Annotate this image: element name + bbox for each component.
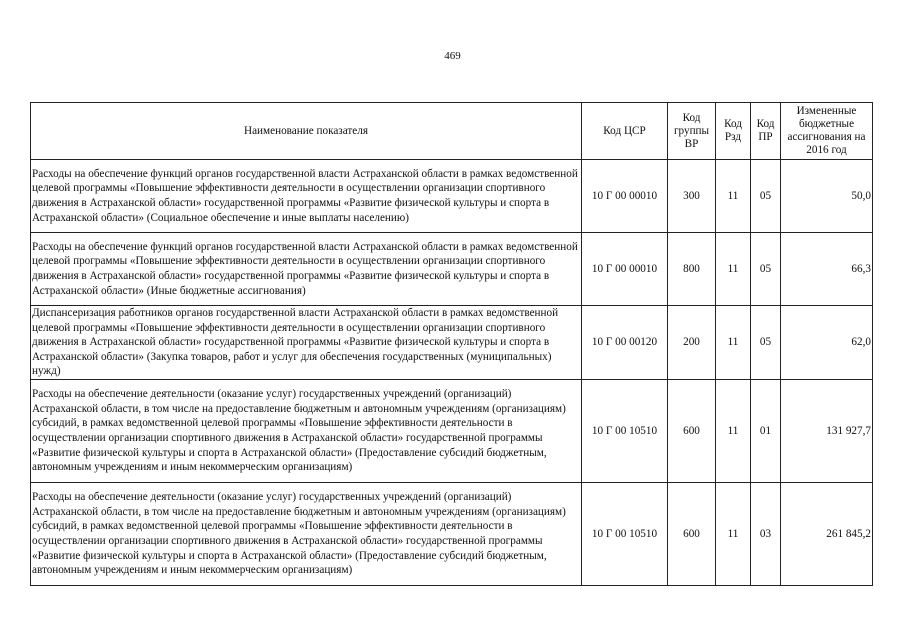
row-name: Расходы на обеспечение функций органов государственной власти Астраханской области в рамках ведомственной целевой программы «Повышение эффективности деятельности в осуществлении организации спортивного движения в Астраханской области» государственной программы «Развитие физической культуры и спорта в Астраханской области» (Социальное обеспечение и иные выплаты населению) [31, 160, 582, 233]
header-name: Наименование показателя [31, 103, 582, 160]
row-budget-sum: 62,0 [781, 306, 873, 380]
row-pr-code: 01 [751, 379, 781, 482]
row-budget-sum: 50,0 [781, 160, 873, 233]
row-csr-code: 10 Г 00 10510 [582, 379, 668, 482]
header-pr-code: Код ПР [751, 103, 781, 160]
row-csr-code: 10 Г 00 00120 [582, 306, 668, 380]
header-csr-code: Код ЦСР [582, 103, 668, 160]
row-vr-code: 200 [668, 306, 716, 380]
table-row [31, 379, 873, 482]
table-row [31, 306, 873, 380]
header-budget-sum: Измененные бюджетные ассигнования на 2016 год [781, 103, 873, 160]
table-row [31, 482, 873, 585]
header-rzd-code: Код Рзд [716, 103, 751, 160]
table-row [31, 160, 873, 233]
row-budget-sum: 66,3 [781, 233, 873, 306]
row-vr-code: 600 [668, 482, 716, 585]
row-vr-code: 600 [668, 379, 716, 482]
row-pr-code: 05 [751, 306, 781, 380]
row-name: Расходы на обеспечение деятельности (оказание услуг) государственных учреждений (организаций) Астраханской области, в том числе на предоставление бюджетным и автономным учреждениям (организациям) субсидий, в рамках ведомственной целевой программы «Повышение эффективности деятельности в осуществлении организации спортивного движения в Астраханской области» государственной программы «Развитие физической культуры и спорта в Астраханской области» (Предоставление субсидий бюджетным, автономным учреждениям и иным некоммерческим организациям) [31, 482, 582, 585]
table-row [31, 233, 873, 306]
row-pr-code: 05 [751, 233, 781, 306]
row-rzd-code: 11 [716, 482, 751, 585]
row-name: Диспансеризация работников органов государственной власти Астраханской области в рамках ведомственной целевой программы «Повышение эффективности деятельности в осуществлении организации спортивного движения в Астраханской области» государственной программы «Развитие физической культуры и спорта в Астраханской области» (Закупка товаров, работ и услуг для обеспечения государственных (муниципальных) нужд) [31, 306, 582, 380]
row-pr-code: 03 [751, 482, 781, 585]
row-csr-code: 10 Г 00 10510 [582, 482, 668, 585]
row-csr-code: 10 Г 00 00010 [582, 160, 668, 233]
row-name: Расходы на обеспечение деятельности (оказание услуг) государственных учреждений (организаций) Астраханской области, в том числе на предоставление бюджетным и автономным учреждениям (организациям) субсидий, в рамках ведомственной целевой программы «Повышение эффективности деятельности в осуществлении организации спортивного движения в Астраханской области» государственной программы «Развитие физической культуры и спорта в Астраханской области» (Предоставление субсидий бюджетным, автономным учреждениям и иным некоммерческим организациям) [31, 379, 582, 482]
row-rzd-code: 11 [716, 306, 751, 380]
table-header-row [31, 103, 873, 160]
row-rzd-code: 11 [716, 379, 751, 482]
row-name: Расходы на обеспечение функций органов государственной власти Астраханской области в рамках ведомственной целевой программы «Повышение эффективности деятельности в осуществлении организации спортивного движения в Астраханской области» государственной программы «Развитие физической культуры и спорта в Астраханской области» (Иные бюджетные ассигнования) [31, 233, 582, 306]
row-vr-code: 300 [668, 160, 716, 233]
row-pr-code: 05 [751, 160, 781, 233]
budget-table [30, 102, 873, 586]
row-budget-sum: 261 845,2 [781, 482, 873, 585]
row-rzd-code: 11 [716, 160, 751, 233]
row-budget-sum: 131 927,7 [781, 379, 873, 482]
page-number: 469 [444, 50, 461, 62]
row-csr-code: 10 Г 00 00010 [582, 233, 668, 306]
header-vr-code: Код группы ВР [668, 103, 716, 160]
row-vr-code: 800 [668, 233, 716, 306]
row-rzd-code: 11 [716, 233, 751, 306]
